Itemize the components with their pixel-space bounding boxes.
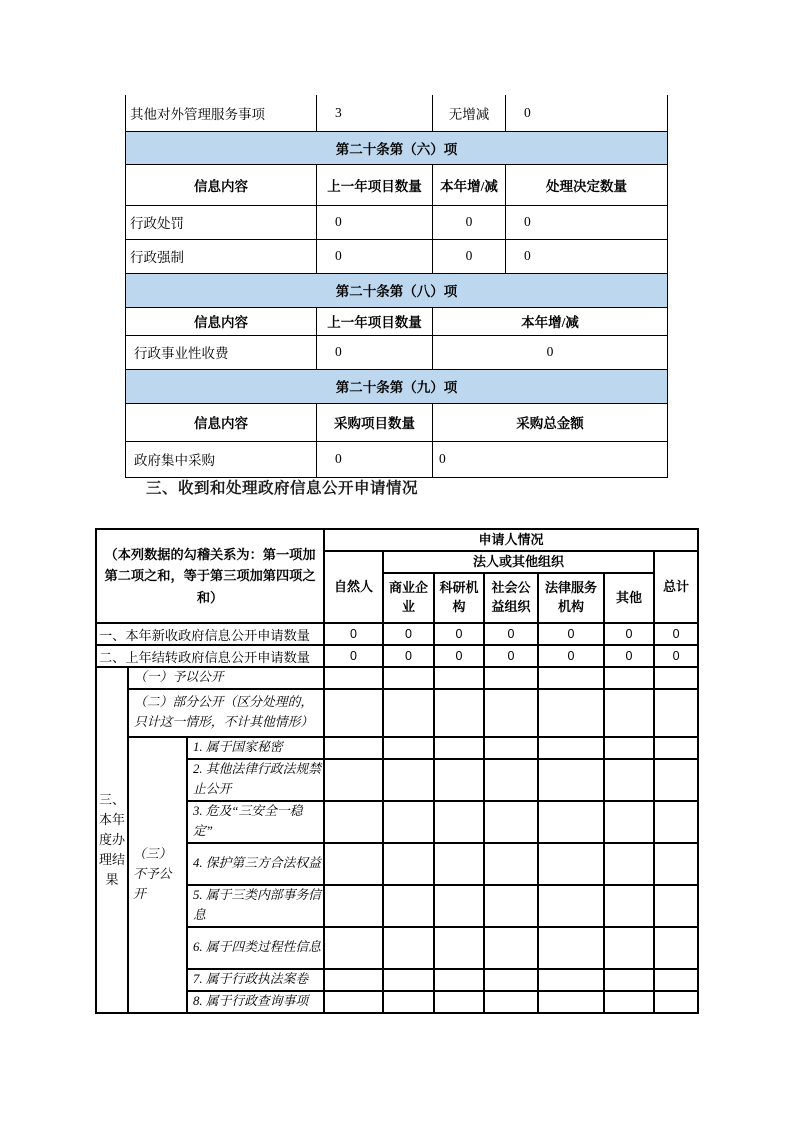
value-cell: 0	[506, 239, 668, 273]
table-row	[96, 927, 698, 969]
data-cell-empty	[324, 737, 383, 759]
data-cell-empty	[654, 843, 698, 885]
row-label: 7. 属于行政执法案卷	[187, 969, 324, 991]
section-title: 三、收到和处理政府信息公开申请情况	[146, 480, 419, 497]
value-cell: 0	[383, 645, 434, 667]
value-cell: 0	[538, 623, 604, 645]
value-cell: 0	[317, 239, 433, 273]
data-cell-empty	[324, 759, 383, 801]
value-cell: 0	[604, 623, 654, 645]
value-cell: 0	[324, 645, 383, 667]
data-cell-empty	[538, 759, 604, 801]
data-cell-empty	[604, 759, 654, 801]
data-cell-empty	[484, 885, 538, 927]
table-row	[126, 335, 668, 369]
value-cell: 0	[484, 623, 538, 645]
data-cell-empty	[604, 689, 654, 737]
column-header: 法律服务机构	[538, 573, 604, 623]
data-cell-empty	[538, 969, 604, 991]
data-cell-empty	[604, 667, 654, 689]
row-label: （二）部分公开（区分处理的，只计这一情形，不计其他情形）	[128, 689, 324, 737]
data-cell-empty	[538, 737, 604, 759]
value-cell: 0	[654, 645, 698, 667]
data-cell-empty	[324, 969, 383, 991]
data-cell-empty	[604, 991, 654, 1013]
data-cell-empty	[383, 843, 434, 885]
value-cell: 3	[317, 95, 433, 131]
value-cell: 0	[433, 239, 506, 273]
data-cell-empty	[654, 737, 698, 759]
data-cell-empty	[654, 927, 698, 969]
data-cell-empty	[604, 737, 654, 759]
data-cell-empty	[604, 801, 654, 843]
data-cell-empty	[383, 969, 434, 991]
data-cell-empty	[324, 801, 383, 843]
header-row	[96, 529, 698, 551]
data-cell-empty	[538, 843, 604, 885]
row-label: 一、本年新收政府信息公开申请数量	[96, 623, 324, 645]
section-band-row	[126, 369, 668, 403]
data-cell-empty	[538, 885, 604, 927]
data-cell-empty	[434, 801, 484, 843]
article20-table	[125, 95, 668, 478]
reconciliation-note: （本列数据的勾稽关系为：第一项加第二项之和，等于第三项加第四项之和）	[96, 529, 324, 623]
data-cell-empty	[324, 991, 383, 1013]
data-cell-empty	[383, 885, 434, 927]
value-cell: 0	[433, 335, 668, 369]
row-label: 8. 属于行政查询事项	[187, 991, 324, 1013]
data-cell-empty	[654, 801, 698, 843]
row-label: 行政处罚	[126, 205, 317, 239]
value-cell: 0	[433, 441, 668, 477]
header-row	[126, 307, 668, 335]
value-cell: 0	[434, 645, 484, 667]
data-cell-empty	[434, 843, 484, 885]
header-row	[126, 403, 668, 441]
column-header: 法人或其他组织	[383, 551, 654, 573]
data-cell-empty	[383, 801, 434, 843]
table-row	[96, 759, 698, 801]
table-row	[96, 737, 698, 759]
data-cell-empty	[324, 885, 383, 927]
value-cell: 0	[317, 335, 433, 369]
table-row	[96, 689, 698, 737]
data-cell-empty	[654, 689, 698, 737]
value-cell: 0	[604, 645, 654, 667]
data-cell-empty	[484, 843, 538, 885]
column-header: 申请人情况	[324, 529, 698, 551]
value-cell: 0	[434, 623, 484, 645]
table-row	[126, 441, 668, 477]
row-label: 3. 危及“三安全一稳定”	[187, 801, 324, 843]
data-cell-empty	[484, 969, 538, 991]
value-cell: 0	[317, 441, 433, 477]
row-label: 1. 属于国家秘密	[187, 737, 324, 759]
data-cell-empty	[383, 689, 434, 737]
column-header: 总计	[654, 551, 698, 623]
data-cell-empty	[324, 689, 383, 737]
value-cell: 0	[433, 205, 506, 239]
row-label: 2. 其他法律行政法规禁止公开	[187, 759, 324, 801]
data-cell-empty	[484, 759, 538, 801]
table-row	[96, 843, 698, 885]
row-label: 行政强制	[126, 239, 317, 273]
data-cell-empty	[538, 801, 604, 843]
row-label: （一）予以公开	[128, 667, 324, 689]
data-cell-empty	[538, 927, 604, 969]
column-header: 本年增/减	[433, 164, 506, 205]
data-cell-empty	[484, 991, 538, 1013]
data-cell-empty	[538, 667, 604, 689]
column-header: 信息内容	[126, 403, 317, 441]
table-row	[126, 239, 668, 273]
section-band: 第二十条第（六）项	[126, 131, 668, 164]
data-cell-empty	[383, 667, 434, 689]
data-cell-empty	[383, 737, 434, 759]
data-cell-empty	[434, 991, 484, 1013]
row-label: 政府集中采购	[126, 441, 317, 477]
data-cell-empty	[538, 689, 604, 737]
value-cell: 无增减	[433, 95, 506, 131]
table-row	[96, 645, 698, 667]
column-header: 采购项目数量	[317, 403, 433, 441]
section-band-row	[126, 131, 668, 164]
row-label: 5. 属于三类内部事务信息	[187, 885, 324, 927]
data-cell-empty	[484, 927, 538, 969]
data-cell-empty	[604, 885, 654, 927]
data-cell-empty	[654, 969, 698, 991]
column-header: 科研机构	[434, 573, 484, 623]
data-cell-empty	[654, 885, 698, 927]
data-cell-empty	[383, 991, 434, 1013]
table-row	[126, 205, 668, 239]
data-cell-empty	[484, 667, 538, 689]
data-cell-empty	[604, 843, 654, 885]
data-cell-empty	[434, 667, 484, 689]
data-cell-empty	[434, 689, 484, 737]
data-cell-empty	[604, 927, 654, 969]
column-header: 采购总金额	[433, 403, 668, 441]
table-row	[96, 969, 698, 991]
column-header: 自然人	[324, 551, 383, 623]
column-header: 社会公益组织	[484, 573, 538, 623]
data-cell-empty	[484, 689, 538, 737]
data-cell-empty	[434, 737, 484, 759]
table-row	[96, 885, 698, 927]
data-cell-empty	[654, 759, 698, 801]
row-label: 二、上年结转政府信息公开申请数量	[96, 645, 324, 667]
section-band: 第二十条第（九）项	[126, 369, 668, 403]
header-row	[126, 164, 668, 205]
data-cell-empty	[324, 667, 383, 689]
data-cell-empty	[434, 969, 484, 991]
column-header: 上一年项目数量	[317, 307, 433, 335]
data-cell-empty	[324, 843, 383, 885]
value-cell: 0	[506, 205, 668, 239]
column-header: 本年增/减	[433, 307, 668, 335]
column-header: 其他	[604, 573, 654, 623]
table-row	[96, 623, 698, 645]
results-group-label: 三、本年度办理结果	[96, 667, 128, 1013]
data-cell-empty	[434, 927, 484, 969]
data-cell-empty	[383, 759, 434, 801]
data-cell-empty	[604, 969, 654, 991]
column-header: 上一年项目数量	[317, 164, 433, 205]
section-band-row	[126, 273, 668, 307]
applications-table	[95, 528, 699, 1014]
column-header: 信息内容	[126, 307, 317, 335]
value-cell: 0	[654, 623, 698, 645]
data-cell-empty	[654, 991, 698, 1013]
column-header: 处理决定数量	[506, 164, 668, 205]
data-cell-empty	[484, 801, 538, 843]
row-label: 6. 属于四类过程性信息	[187, 927, 324, 969]
value-cell: 0	[506, 95, 668, 131]
data-cell-empty	[654, 667, 698, 689]
row-label: （三）不予公开	[128, 737, 187, 1013]
data-cell-empty	[434, 885, 484, 927]
column-header: 信息内容	[126, 164, 317, 205]
row-label: 行政事业性收费	[126, 335, 317, 369]
table-row	[96, 991, 698, 1013]
table-row	[96, 667, 698, 689]
table-row	[126, 95, 668, 131]
row-label: 其他对外管理服务事项	[126, 95, 317, 131]
data-cell-empty	[383, 927, 434, 969]
row-label: 4. 保护第三方合法权益	[187, 843, 324, 885]
data-cell-empty	[434, 759, 484, 801]
data-cell-empty	[324, 927, 383, 969]
data-cell-empty	[484, 737, 538, 759]
value-cell: 0	[324, 623, 383, 645]
value-cell: 0	[383, 623, 434, 645]
value-cell: 0	[317, 205, 433, 239]
column-header: 商业企业	[383, 573, 434, 623]
value-cell: 0	[484, 645, 538, 667]
value-cell: 0	[538, 645, 604, 667]
section-band: 第二十条第（八）项	[126, 273, 668, 307]
table-row	[96, 801, 698, 843]
data-cell-empty	[538, 991, 604, 1013]
